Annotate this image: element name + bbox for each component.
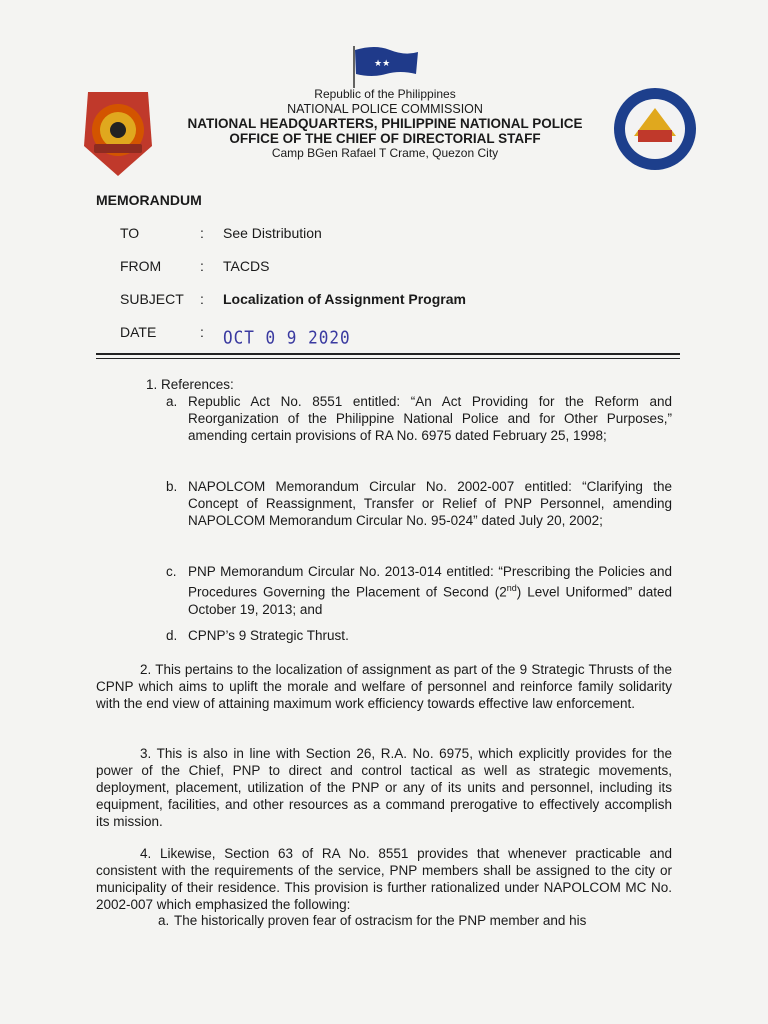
reference-item (166, 393, 672, 444)
header-address: Camp BGen Rafael T Crame, Quezon City (271, 146, 499, 160)
reference-letter: a. (166, 394, 178, 409)
to-colon: : (200, 225, 204, 241)
reference-text (188, 563, 672, 618)
reference-text: NAPOLCOM Memorandum Circular No. 2002-007 entitled: “Clarifying the Concept of Reassignment, Transfer or Relief of PNP Personnel, amending NAPOLCOM Memorandum Circular No. 95-024” dated July 20, 2002; (188, 479, 672, 528)
paragraph-4: 4. Likewise, Section 63 of RA No. 8551 provides that whenever practicable and consistent with the requirements of the service, PNP members shall be assigned to the city or municipality of their residence. This provision is further rationalized under NAPOLCOM MC No. 2002-007 which emphasized the following: (96, 846, 672, 912)
date-label: DATE (120, 324, 157, 340)
subject-value: Localization of Assignment Program (223, 291, 466, 307)
subject-colon: : (200, 291, 204, 307)
sub-item-text: The historically proven fear of ostracism for the PNP member and his (174, 913, 587, 928)
reference-letter: d. (166, 628, 178, 643)
from-colon: : (200, 258, 204, 274)
to-label: TO (120, 225, 140, 241)
sub-item-a (146, 912, 672, 929)
date-stamp: OCT 0 9 2020 (223, 327, 351, 348)
header-national-hq: NATIONAL HEADQUARTERS, PHILIPPINE NATIONAL POLICE (187, 116, 583, 131)
sub-item-letter: a. (158, 913, 170, 928)
svg-text:★★: ★★ (374, 59, 391, 69)
pnp-national-headquarters-seal (612, 86, 698, 172)
paragraph-2: 2. This pertains to the localization of assignment as part of the 9 Strategic Thrusts of the CPNP which aims to uplift the morale and welfare of personnel and reinforce family solidarity with the end view of attaining maximum work efficiency towards effective law enforcement. (96, 662, 672, 711)
header-republic: Republic of the Philippines (314, 87, 456, 101)
from-value: TACDS (223, 258, 270, 274)
header-divider-thin (96, 358, 680, 359)
reference-item (166, 563, 672, 618)
reference-text-part: ) Level Uniformed” dated October 19, 2013; and (188, 584, 672, 617)
reference-text: CPNP’s 9 Strategic Thrust. (188, 628, 349, 643)
header-divider-thick (96, 353, 680, 355)
superscript-nd: nd (506, 583, 517, 593)
subject-label: SUBJECT (120, 291, 184, 307)
pnp-badge-logo (80, 88, 156, 178)
paragraph-3: 3. This is also in line with Section 26, R.A. No. 6975, which explicitly provides for the power of the Chief, PNP to direct and control tactical as well as strategic movements, deployment, placement, utilization of the PNP or any of its units and personnel, including its equipment, facilities, and other resources as a command prerogative to effectively accomplish its mission. (96, 746, 672, 829)
reference-text: Republic Act No. 8551 entitled: “An Act Providing for the Reform and Reorganization of the Philippine National Police and for Other Purposes,” amending certain provisions of RA No. 6975 dated February 25, 1998; (188, 394, 672, 443)
reference-letter: c. (166, 564, 177, 579)
reference-text-part: PNP Memorandum Circular No. 2013-014 entitled: “Prescribing the Policies and Procedures Governing the Placement of Second (2 (188, 564, 672, 600)
reference-item (166, 478, 672, 529)
header-napolcom: NATIONAL POLICE COMMISSION (287, 102, 483, 116)
memo-title: MEMORANDUM (96, 192, 202, 208)
date-colon: : (200, 324, 204, 340)
reference-item (166, 627, 672, 644)
header-office: OFFICE OF THE CHIEF OF DIRECTORIAL STAFF (229, 131, 541, 146)
pnp-flag-icon (350, 44, 420, 88)
to-value: See Distribution (223, 225, 322, 241)
references-heading: 1. References: (146, 377, 234, 392)
reference-letter: b. (166, 479, 178, 494)
from-label: FROM (120, 258, 162, 274)
